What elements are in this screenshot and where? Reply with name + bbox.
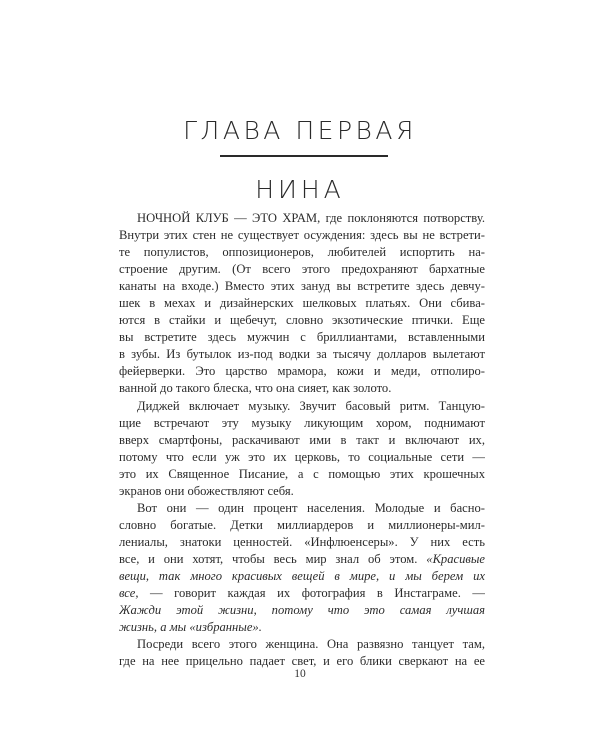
quote-segment: «Красивые bbox=[426, 551, 485, 566]
text-line: ются в стайки и щебечут, словно экзотические птички. Еще bbox=[119, 313, 485, 328]
quote-segment: все, bbox=[119, 586, 139, 601]
text-segment: все, и они хотят, чтобы весь мир знал об этом. bbox=[119, 551, 427, 566]
chapter-heading: ГЛАВА ПЕРВАЯ bbox=[183, 116, 417, 145]
text-line: вверх смартфоны, раскачивают ими в такт и включают их, bbox=[119, 432, 485, 447]
text-line: экранов они обожествляют себя. bbox=[119, 483, 294, 498]
page-number: 10 bbox=[294, 668, 306, 680]
text-line: вы встретите здесь мужчин с бриллиантами, вставленными bbox=[119, 330, 485, 345]
text-line: канаты на входе.) Вместо этих зануд вы встретите здесь девчу- bbox=[119, 279, 485, 294]
text-line: Вот они — один процент населения. Молодые и басно- bbox=[137, 500, 485, 515]
quote-line: вещи, так много красивых вещей в мире, и мы берем их bbox=[119, 568, 485, 583]
body-text bbox=[119, 210, 485, 670]
text-line: щие встречают эту музыку ликующим хором, поднимают bbox=[119, 415, 485, 430]
text-line: ванной до такого блеска, что она сияет, как золото. bbox=[119, 381, 392, 396]
text-line: в зубы. Из бутылок из-под водки за тысячу долларов вылетают bbox=[119, 347, 485, 362]
text-line bbox=[119, 551, 485, 568]
quote-line: Жажди этой жизни, потому что это самая лучшая bbox=[119, 603, 485, 618]
text-line: шек в мехах и дизайнерских шелковых платьях. Они сбива- bbox=[119, 296, 485, 311]
text-line bbox=[119, 585, 485, 602]
text-line: где на нее прицельно падает свет, и его блики сверкают на ее bbox=[119, 654, 485, 669]
text-line: фейерверки. Это царство мрамора, кожи и меди, отполиро- bbox=[119, 364, 485, 379]
text-line: потому что если уж это их церковь, то социальные сети — bbox=[119, 449, 485, 464]
text-line: лениалы, знатоки ценностей. «Инфлюенсеры». У них есть bbox=[119, 534, 485, 549]
text-line: Посреди всего этого женщина. Она развязно танцует там, bbox=[137, 637, 485, 652]
text-line: словно богатые. Детки миллиардеров и миллионеры-мил- bbox=[119, 517, 485, 532]
text-line: Внутри этих стен не существует осуждения: здесь вы не встрети- bbox=[119, 228, 485, 243]
text-line: те популистов, оппозиционеров, любителей испортить на- bbox=[119, 245, 485, 260]
text-line: это их Священное Писание, а с помощью этих крошечных bbox=[119, 466, 485, 481]
quote-line: жизнь, а мы «избранные». bbox=[119, 620, 262, 635]
text-line: строение другим. (От всего этого предохраняют бархатные bbox=[119, 262, 485, 277]
text-segment: — говорит каждая их фотография в Инстаграме. — bbox=[138, 586, 485, 601]
chapter-divider bbox=[220, 155, 388, 157]
text-line: Диджей включает музыку. Звучит басовый ритм. Танцую- bbox=[137, 398, 485, 413]
chapter-title: НИНА bbox=[255, 175, 345, 204]
text-line: НОЧНОЙ КЛУБ — ЭТО ХРАМ, где поклоняются потворству. bbox=[137, 211, 485, 225]
